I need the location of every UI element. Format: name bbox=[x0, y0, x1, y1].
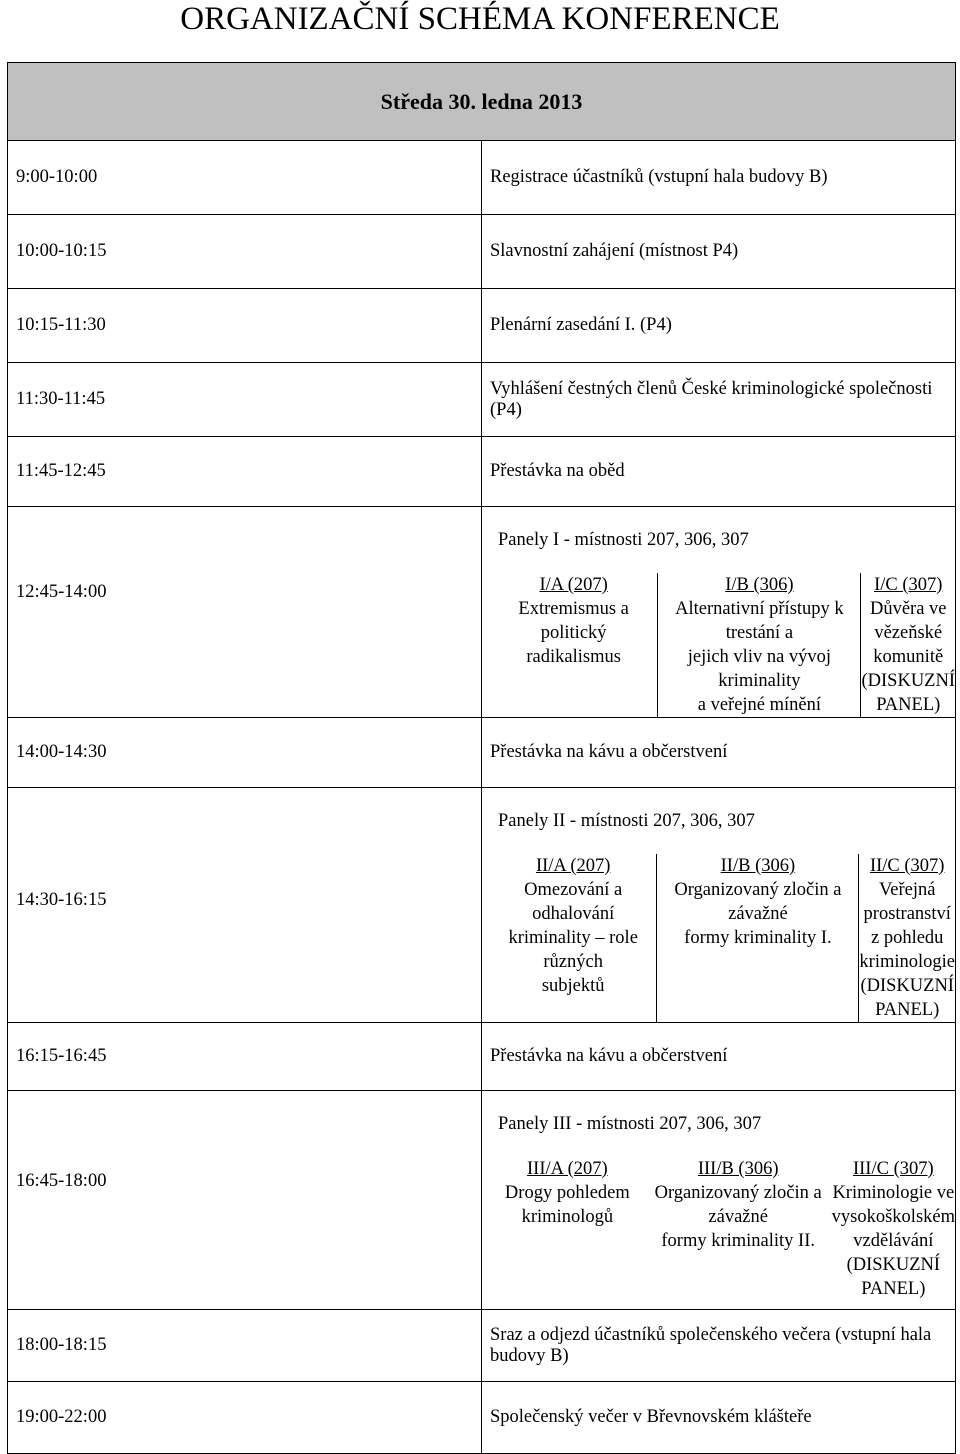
page-title: ORGANIZAČNÍ SCHÉMA KONFERENCE bbox=[180, 1, 780, 37]
row-text: Přestávka na kávu a občerstvení bbox=[482, 1023, 956, 1091]
session-line: komunitě bbox=[873, 647, 944, 667]
panels-row bbox=[8, 1091, 956, 1310]
session-line: kriminality – role různých bbox=[508, 928, 638, 972]
session-line: Drogy pohledem bbox=[504, 1183, 630, 1203]
table-row bbox=[8, 718, 956, 788]
session-line: Organizovaný zločin a závažné bbox=[674, 880, 842, 924]
row-text: Vyhlášení čestných členů České kriminologické společnosti (P4) bbox=[482, 363, 956, 437]
session-code: III/B (306) bbox=[697, 1159, 779, 1179]
session-code: II/B (306) bbox=[720, 856, 796, 876]
row-time: 10:15-11:30 bbox=[8, 289, 482, 363]
row-time: 16:15-16:45 bbox=[8, 1023, 482, 1091]
row-time: 12:45-14:00 bbox=[8, 507, 482, 718]
row-time: 11:45-12:45 bbox=[8, 437, 482, 507]
panels-cell bbox=[482, 507, 956, 718]
session-code: II/C (307) bbox=[869, 856, 945, 876]
session-b bbox=[656, 854, 859, 1022]
session-code: I/A (207) bbox=[539, 575, 608, 595]
table-row bbox=[8, 215, 956, 289]
table-row bbox=[8, 437, 956, 507]
session-code: III/C (307) bbox=[852, 1159, 934, 1179]
session-line: (DISKUZNÍ PANEL) bbox=[861, 671, 955, 715]
session-code: III/A (207) bbox=[527, 1159, 608, 1179]
panels-heading: Panely I - místnosti 207, 306, 307 bbox=[498, 529, 749, 550]
sessions bbox=[490, 573, 955, 717]
session-line: Důvěra ve vězeňské bbox=[869, 599, 947, 643]
panels-row bbox=[8, 507, 956, 718]
row-text: Přestávka na oběd bbox=[482, 437, 956, 507]
session-line: Kriminologie ve bbox=[832, 1183, 955, 1203]
table-row bbox=[8, 1023, 956, 1091]
session-line: radikalismus bbox=[526, 647, 621, 667]
session-line: jejich vliv na vývoj kriminality bbox=[687, 647, 832, 691]
day-header-row bbox=[8, 63, 956, 141]
sessions bbox=[490, 854, 955, 1022]
row-time: 10:00-10:15 bbox=[8, 215, 482, 289]
session-line: formy kriminality I. bbox=[684, 928, 832, 948]
session-c bbox=[861, 573, 955, 717]
row-text: Plenární zasedání I. (P4) bbox=[482, 289, 956, 363]
row-text: Přestávka na kávu a občerstvení bbox=[482, 718, 956, 788]
session-line: Veřejná prostranství bbox=[863, 880, 951, 924]
table-row bbox=[8, 1310, 956, 1382]
session-code: II/A (207) bbox=[535, 856, 611, 876]
panels-heading: Panely III - místnosti 207, 306, 307 bbox=[498, 1113, 762, 1134]
session-line: Omezování a odhalování bbox=[524, 880, 623, 924]
panels-row bbox=[8, 788, 956, 1023]
session-code: I/B (306) bbox=[725, 575, 794, 595]
day-header: Středa 30. ledna 2013 bbox=[8, 63, 956, 141]
session-a bbox=[490, 854, 656, 1022]
session-c bbox=[859, 854, 955, 1022]
session-code: I/C (307) bbox=[874, 575, 943, 595]
row-time: 9:00-10:00 bbox=[8, 141, 482, 215]
session-c bbox=[832, 1157, 955, 1301]
row-text: Sraz a odjezd účastníků společenského večera (vstupní hala budovy B) bbox=[482, 1310, 956, 1382]
row-time: 14:30-16:15 bbox=[8, 788, 482, 1023]
session-b bbox=[657, 573, 861, 717]
panels-heading: Panely II - místnosti 207, 306, 307 bbox=[498, 810, 755, 831]
table-row bbox=[8, 289, 956, 363]
session-line: (DISKUZNÍ PANEL) bbox=[860, 976, 954, 1020]
table-row bbox=[8, 363, 956, 437]
session-line: formy kriminality II. bbox=[661, 1231, 815, 1251]
row-time: 14:00-14:30 bbox=[8, 718, 482, 788]
session-line: kriminologů bbox=[521, 1207, 614, 1227]
session-b bbox=[645, 1157, 832, 1301]
session-line: (DISKUZNÍ PANEL) bbox=[846, 1255, 941, 1299]
panels-cell bbox=[482, 1091, 956, 1310]
schedule-table bbox=[7, 62, 956, 1454]
row-time: 18:00-18:15 bbox=[8, 1310, 482, 1382]
session-line: z pohledu kriminologie bbox=[859, 928, 955, 972]
session-line: a veřejné mínění bbox=[697, 695, 822, 715]
session-a bbox=[490, 1157, 645, 1301]
session-line: Alternativní přístupy k trestání a bbox=[675, 599, 844, 643]
panels-cell bbox=[482, 788, 956, 1023]
sessions bbox=[490, 1157, 955, 1309]
session-a bbox=[490, 573, 657, 717]
session-line: vysokoškolském vzdělávání bbox=[831, 1207, 955, 1251]
session-line: subjektů bbox=[541, 976, 605, 996]
row-time: 16:45-18:00 bbox=[8, 1091, 482, 1310]
session-line: Extremismus a politický bbox=[518, 599, 629, 643]
row-time: 11:30-11:45 bbox=[8, 363, 482, 437]
row-text: Registrace účastníků (vstupní hala budovy B) bbox=[482, 141, 956, 215]
table-row bbox=[8, 141, 956, 215]
row-text: Společenský večer v Břevnovském klášteře bbox=[482, 1382, 956, 1454]
session-line: Organizovaný zločin a závažné bbox=[654, 1183, 822, 1227]
row-text: Slavnostní zahájení (místnost P4) bbox=[482, 215, 956, 289]
table-row bbox=[8, 1382, 956, 1454]
row-time: 19:00-22:00 bbox=[8, 1382, 482, 1454]
